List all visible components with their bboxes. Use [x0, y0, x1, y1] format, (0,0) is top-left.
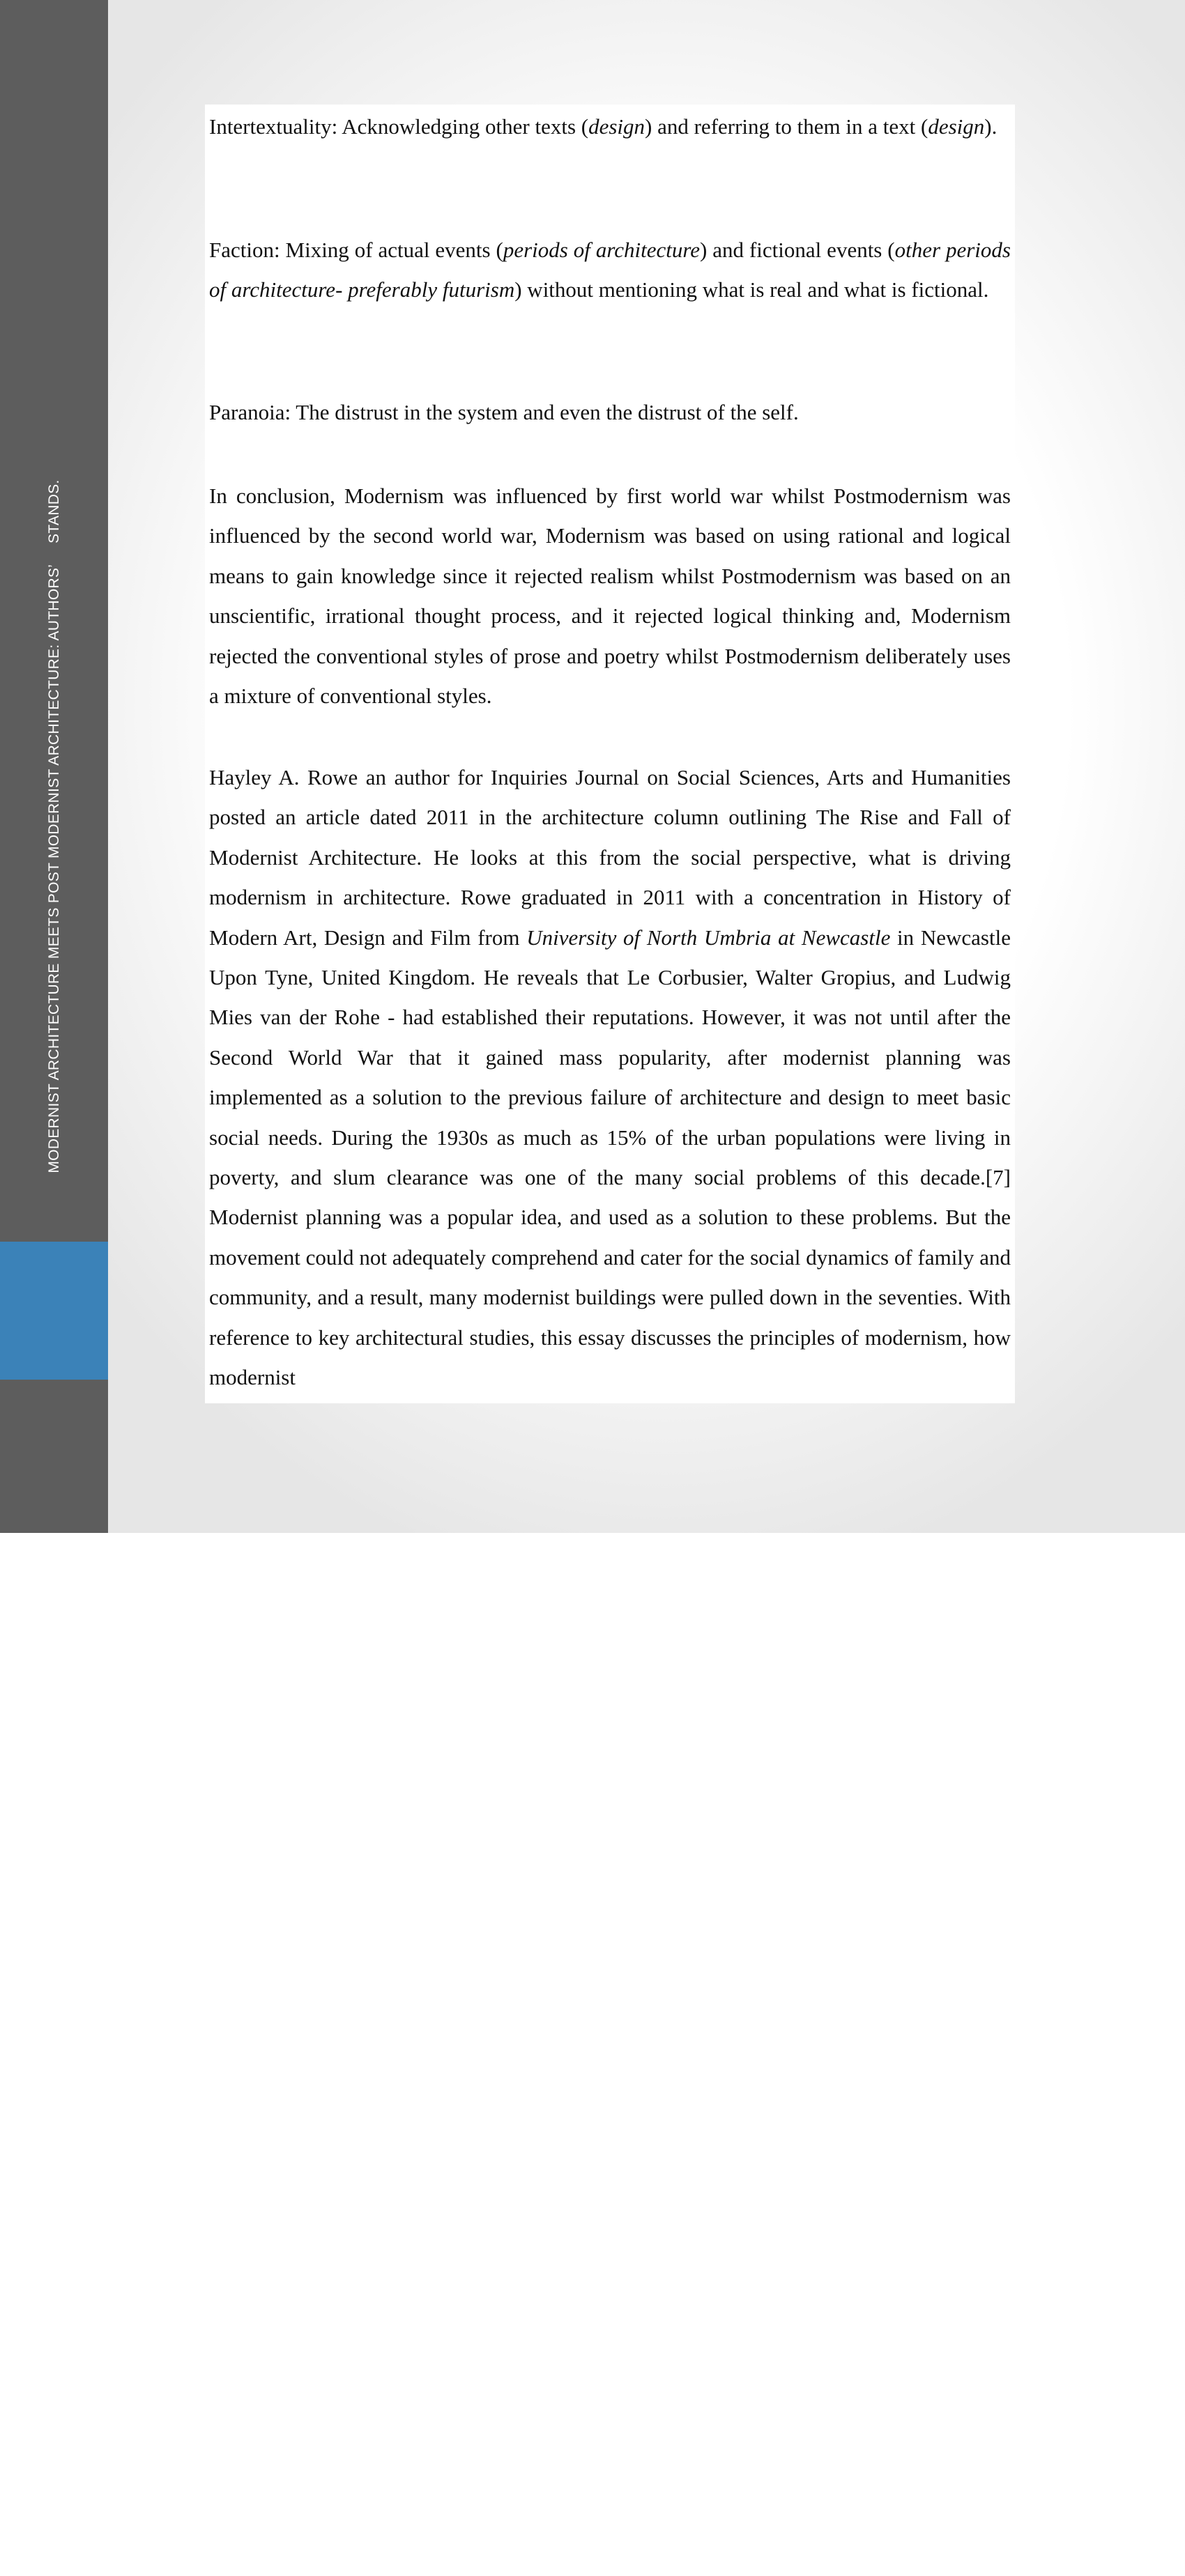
text-run: in Newcastle Upon Tyne, United Kingdom. He reveals that Le Corbusier, Walter Gropius, and Ludwig Mies van der Rohe - had established their reputations. However, it was not until after the Second World War that it gained mass popularity, after modernist planning was implemented as a solution to the previous failure of architecture and design to meet basic social needs. During the 1930s as much as 15% of the urban populations were living in poverty, and slum clearance was one of the many social problems of this decade.[7] Modernist planning was a popular idea, and used as a solution to these problems. But the movement could not adequately comprehend and cater for the social dynamics of family and community, and a result, many modernist buildings were pulled down in the seventies. With reference to key architectural studies, this essay discusses the principles of modernism, how modernist	[209, 925, 1011, 1390]
paragraph-paranoia: Paranoia: The distrust in the system and even the distrust of the self.	[209, 400, 799, 424]
page-number-tab	[0, 1242, 108, 2559]
text-run: ) and referring to them in a text (	[645, 114, 928, 139]
italic-run: design	[588, 114, 645, 139]
paragraph-intertextuality	[209, 107, 1011, 146]
text-run: ) without mentioning what is real and what is fictional.	[514, 277, 989, 302]
text-run: ).	[984, 114, 997, 139]
italic-run: design	[928, 114, 985, 139]
paragraph-conclusion: In conclusion, Modernism was influenced by first world war whilst Postmodernism was influenced by the second world war, Modernism was based on using rational and logical means to gain knowledge since it rejected realism whilst Postmodernism was based on an unscientific, irrational thought process, and it rejected logical thinking and, Modernism rejected the conventional styles of prose and poetry whilst Postmodernism deliberately uses a mixture of conventional styles.	[209, 484, 1011, 709]
italic-run: other periods of architecture- preferably futurism	[209, 238, 1011, 302]
italic-run: periods of architecture	[503, 238, 701, 262]
text-run: Faction: Mixing of actual events (	[209, 238, 503, 262]
italic-run: University of North Umbria at Newcastle	[526, 925, 891, 950]
text-run: Hayley A. Rowe an author for Inquiries Journal on Social Sciences, Arts and Humanities posted an article dated 2011 in the architecture column outlining The Rise and Fall of Modernist Architecture. He looks at this from the social perspective, what is driving modernism in architecture. Rowe graduated in 2011 with a concentration in History of Modern Art, Design and Film from	[209, 765, 1011, 950]
right-brace-icon	[86, 2520, 100, 2576]
page-number: 6	[59, 2538, 70, 2559]
text-run: Intertextuality: Acknowledging other texts (	[209, 114, 589, 139]
running-title: MODERNIST ARCHITECTURE MEETS POST MODERNIST ARCHITECTURE: AUTHORS’ STANDS.	[46, 479, 62, 1173]
paragraph-rowe	[209, 757, 1011, 1398]
left-brace-icon	[30, 2520, 44, 2576]
text-run: ) and fictional events (	[700, 238, 895, 262]
paragraph-faction	[209, 230, 1011, 310]
